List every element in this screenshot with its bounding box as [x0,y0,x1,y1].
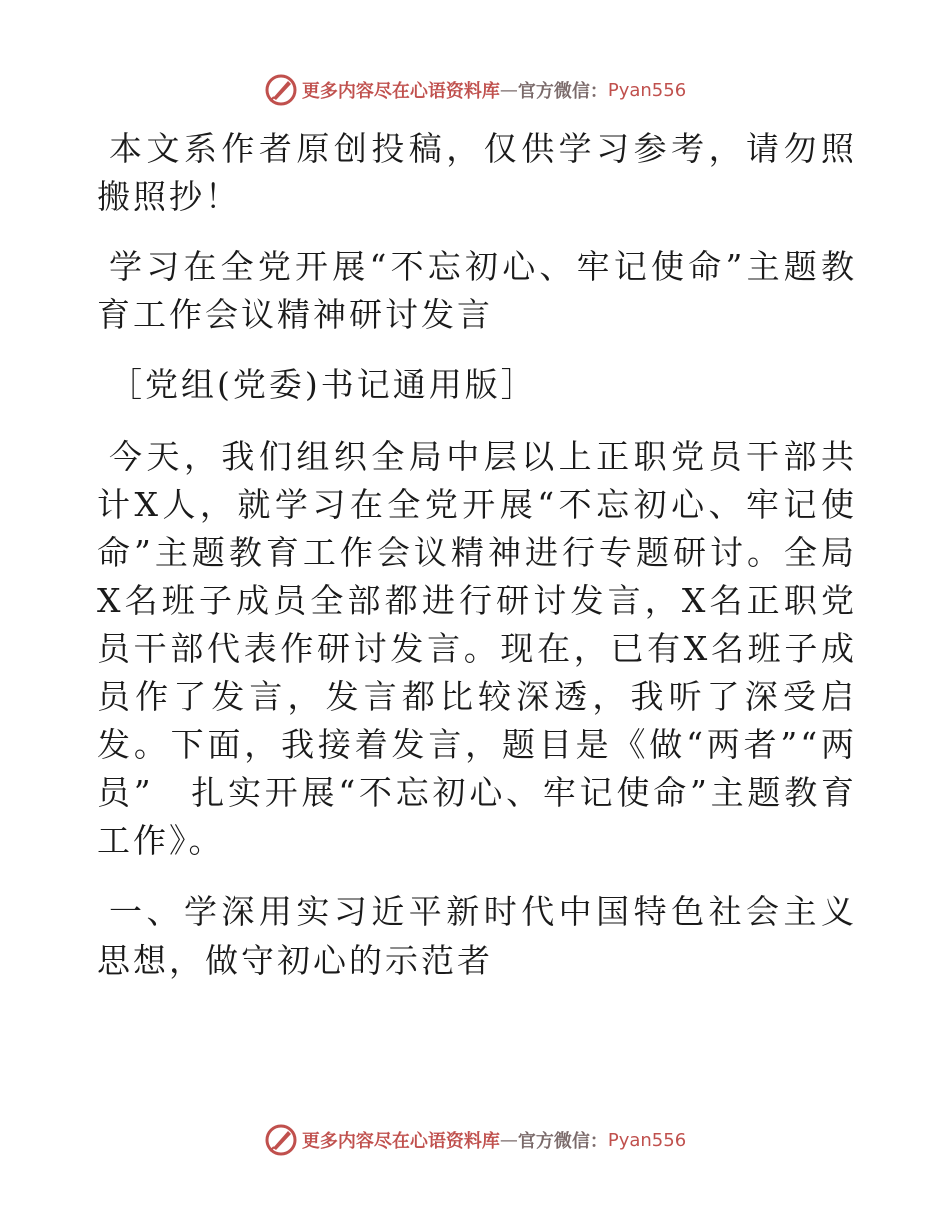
banner-separator: — [499,1129,518,1151]
header-banner [0,70,950,110]
document-body [97,125,857,985]
footer-banner [0,1120,950,1160]
banner-main-text: 更多内容尽在心语资料库 [301,81,500,102]
section-heading: 一、学深用实习近平新时代中国特色社会主义思想，做守初心的示范者 [97,892,857,980]
body-paragraph: 今天，我们组织全局中层以上正职党员干部共计X人，就学习在全党开展“不忘初心、牢记使命”主题教育工作会议精神进行专题研讨。全局X名班子成员全部都进行研讨发言，X名正职党员干部代表作研讨发言。现在，已有X名班子成员作了发言，发言都比较深透，我听了深受启发。下面，我接着发言，题目是《做“两者”“两员” 扎实开展“不忘初心、牢记使命”主题教育工作》。 [97,437,857,860]
copyright-notice: 本文系作者原创投稿，仅供学习参考，请勿照搬照抄！ [97,129,857,216]
quill-pen-logo-icon [264,1123,298,1157]
banner-wechat-label: 官方微信： [517,81,608,102]
banner-wechat-id: Pyan556 [607,1129,687,1151]
document-title: 学习在全党开展“不忘初心、牢记使命”主题教育工作会议精神研讨发言 [97,247,857,334]
banner-wechat-label: 官方微信： [517,1131,608,1152]
banner-separator: — [499,79,518,101]
quill-pen-logo-icon [264,73,298,107]
banner-main-text: 更多内容尽在心语资料库 [301,1131,500,1152]
banner-wechat-id: Pyan556 [607,79,687,101]
document-subtitle: ［党组(党委)书记通用版］ [109,365,537,404]
